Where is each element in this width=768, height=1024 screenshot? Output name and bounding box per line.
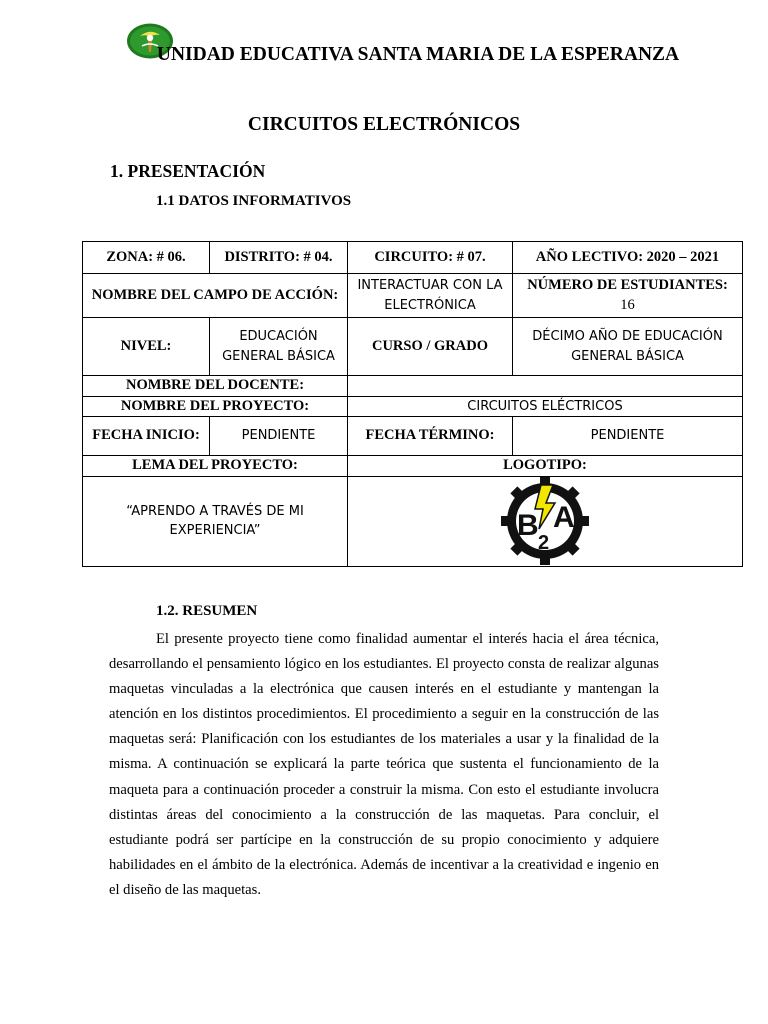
logo-letter-b: B — [517, 509, 539, 542]
distrito-cell: DISTRITO: # 04. — [210, 242, 348, 274]
logo-letter-a: A — [553, 501, 575, 534]
lema-label: LEMA DEL PROYECTO: — [83, 456, 348, 477]
logotipo-label: LOGOTIPO: — [495, 457, 595, 473]
proyecto-value: CIRCUITOS ELÉCTRICOS — [348, 396, 743, 417]
section-title-resumen: 1.2. RESUMEN — [156, 603, 258, 619]
table-row — [83, 456, 743, 477]
section-title-presentacion: 1. PRESENTACIÓN — [110, 161, 266, 181]
table-row — [83, 376, 743, 397]
logotipo-cell — [348, 476, 743, 566]
table-row — [83, 476, 743, 566]
campo-label: NOMBRE DEL CAMPO DE ACCIÓN: — [83, 274, 348, 318]
nivel-label: NIVEL: — [83, 318, 210, 376]
table-row — [83, 396, 743, 417]
estudiantes-value: 16 — [620, 296, 635, 313]
lema-value: “APRENDO A TRAVÉS DE MI EXPERIENCIA” — [83, 476, 348, 566]
anio-lectivo-cell: AÑO LECTIVO: 2020 – 2021 — [513, 242, 743, 274]
table-row — [83, 242, 743, 274]
fecha-inicio-value: PENDIENTE — [210, 417, 348, 456]
curso-label: CURSO / GRADO — [348, 318, 513, 376]
subsection-title-datos: 1.1 DATOS INFORMATIVOS — [156, 193, 352, 209]
proyecto-label: NOMBRE DEL PROYECTO: — [83, 396, 348, 417]
zona-cell: ZONA: # 06. — [83, 242, 210, 274]
logotipo-label-cell — [348, 456, 743, 477]
campo-value: INTERACTUAR CON LA ELECTRÓNICA — [348, 274, 513, 318]
fecha-termino-value: PENDIENTE — [513, 417, 743, 456]
logo-digit-2: 2 — [538, 532, 550, 554]
estudiantes-label: NÚMERO DE ESTUDIANTES: — [527, 277, 728, 293]
table-row — [83, 318, 743, 376]
school-name: UNIDAD EDUCATIVA SANTA MARIA DE LA ESPERANZA — [156, 44, 680, 65]
nivel-value: EDUCACIÓN GENERAL BÁSICA — [210, 318, 348, 376]
project-logo-icon — [495, 477, 595, 565]
docente-label: NOMBRE DEL DOCENTE: — [83, 376, 348, 397]
curso-value: DÉCIMO AÑO DE EDUCACIÓN GENERAL BÁSICA — [513, 318, 743, 376]
table-row — [83, 417, 743, 456]
resumen-paragraph: El presente proyecto tiene como finalidad aumentar el interés hacia el área técnica, desarrollando el pensamiento lógico en los estudiantes. El proyecto consta de realizar algunas maquetas vinculadas a la electrónica que causen interés en el estudiante y mantengan la atención en los distintos procedimientos. El procedimiento a seguir en la construcción de las maquetas será: Planificación con los estudiantes de los materiales a usar y la finalidad de la misma. A continuación se explicará la parte teórica que sustenta el funcionamiento de la maqueta para a continuación proceder a construir la misma. Con esto el estudiante involucra distintas áreas del conocimiento a la construcción de las maquetas. Para concluir, el estudiante podrá ser partícipe en la construcción de su propio conocimiento y adquiere habilidades en el ámbito de la electrónica. Además de incentivar a la creatividad e ingenio en el diseño de las maquetas. — [109, 631, 659, 898]
fecha-termino-label: FECHA TÉRMINO: — [348, 417, 513, 456]
estudiantes-cell — [513, 274, 743, 318]
docente-value — [348, 376, 743, 397]
circuito-cell: CIRCUITO: # 07. — [348, 242, 513, 274]
fecha-inicio-label: FECHA INICIO: — [83, 417, 210, 456]
info-table — [82, 241, 743, 567]
subject-title: CIRCUITOS ELECTRÓNICOS — [247, 114, 521, 135]
table-row — [83, 274, 743, 318]
